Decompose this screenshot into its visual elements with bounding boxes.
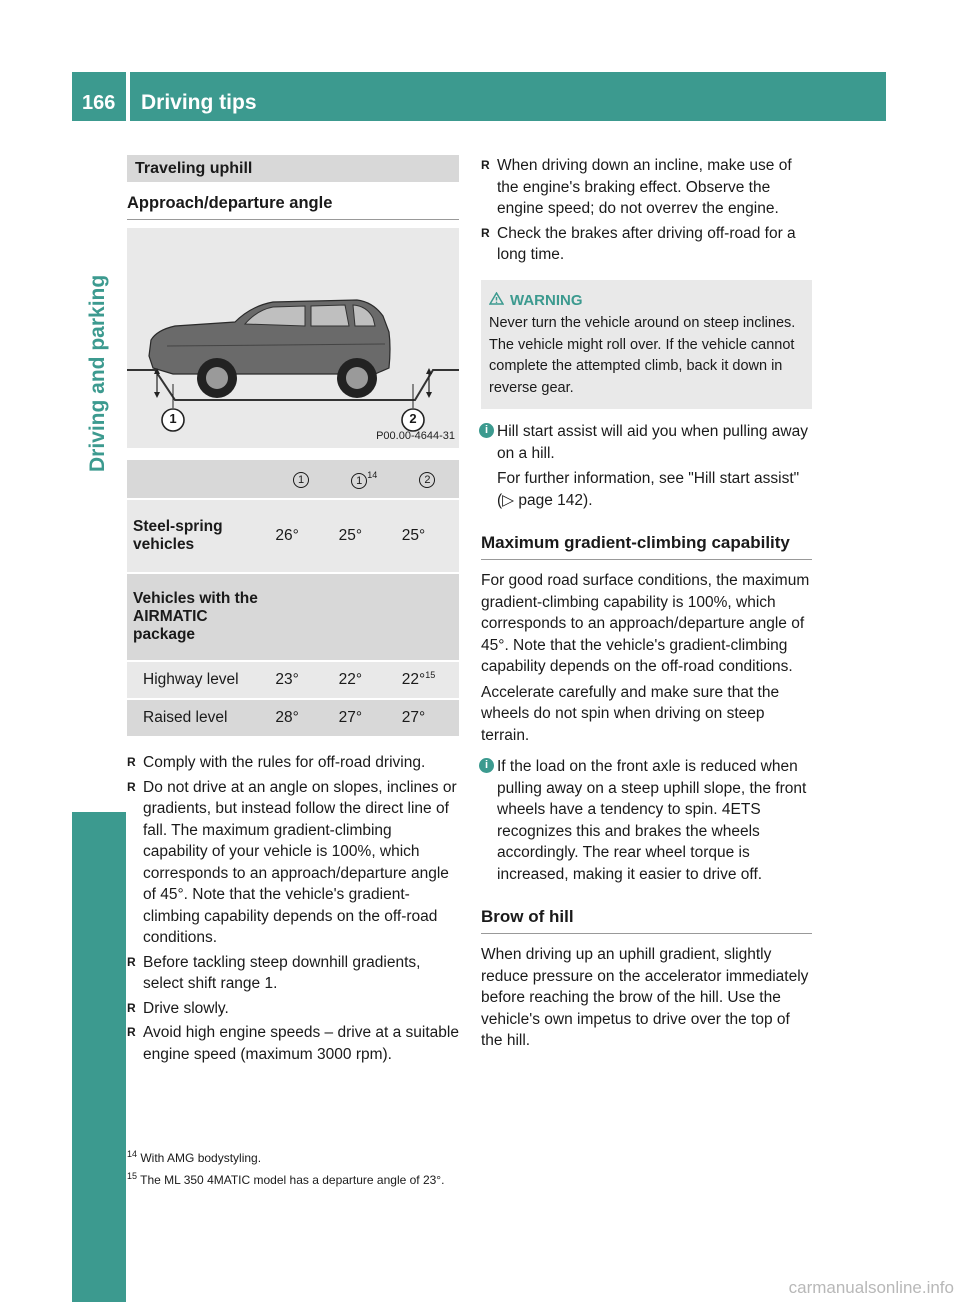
- right-column: [481, 155, 812, 1052]
- footnote: $^{14}$ With AMG bodystyling.: [127, 1149, 262, 1165]
- info-note-front-axle: [481, 756, 812, 885]
- watermark: carmanualsonline.info: [788, 1278, 954, 1297]
- footnote-ref-15: 15: [425, 670, 436, 681]
- paragraph: For good road surface conditions, the maximum gradient-climbing capability is 100%, which corresponds to an approach/departure angle of 45°. Note that the vehicle's gradient-climbing capability depends on the off-road conditions.: [481, 572, 810, 675]
- warning-box: [481, 280, 812, 410]
- table-row: [127, 662, 459, 698]
- table-cell: [333, 574, 396, 660]
- table-header-cell: 1: [269, 460, 332, 498]
- sidebar-tab-block: [72, 812, 126, 1302]
- table-cell: 27°: [333, 700, 396, 736]
- section-title: Traveling uphill: [127, 155, 459, 182]
- table-header-row: [127, 460, 459, 498]
- info-icon: i: [479, 758, 494, 773]
- subheading: Approach/departure angle: [127, 182, 459, 220]
- warning-triangle-icon: [489, 290, 504, 312]
- angle-table: [127, 460, 459, 736]
- info-text: Hill start assist will aid you when pulling away on a hill.: [497, 423, 808, 462]
- table-cell: 22°: [333, 662, 396, 698]
- info-text: If the load on the front axle is reduced when pulling away on a steep uphill slope, the front wheels have a tendency to spin. 4ETS recognizes this and brakes the wheels accordingly. The rear wheel torque is increased, making it easier to drive off.: [497, 758, 807, 883]
- list-item: R Do not drive at an angle on slopes, inclines or gradients, but instead follow the direct line of fall. The maximum gradient-climbing capability of your vehicle is 100%, which corresponds to an approach/departure angle of 45°. Note that the vehicle's gradient-climbing capability depends on the off-road conditions.: [127, 777, 459, 949]
- left-column: [127, 155, 459, 1068]
- heading-gradient: Maximum gradient-climbing capability: [481, 521, 812, 560]
- sidebar-label: [86, 275, 110, 472]
- table-cell: [269, 574, 332, 660]
- table-cell-name: Raised level: [127, 700, 269, 736]
- page-header: [72, 72, 886, 121]
- info-note-hill-start: [481, 421, 812, 511]
- table-row: [127, 574, 459, 660]
- vehicle-angle-figure: [127, 228, 459, 448]
- table-cell-name: Vehicles with the AIRMATIC package: [127, 574, 269, 660]
- footnote-ref-14: 14: [367, 469, 378, 480]
- paragraph: Accelerate carefully and make sure that the wheels do not spin when driving on steep terrain.: [481, 683, 780, 744]
- table-row: [127, 500, 459, 572]
- right-bullet-list: [481, 155, 812, 266]
- table-cell: 25°: [396, 500, 459, 572]
- warning-text: Never turn the vehicle around on steep inclines. The vehicle might roll over. If the vehicle cannot complete the attempted climb, back it down in reverse gear.: [489, 315, 796, 396]
- table-cell: 28°: [269, 700, 332, 736]
- table-header-cell: 2: [396, 460, 459, 498]
- table-cell: 26°: [269, 500, 332, 572]
- table-cell: 25°: [333, 500, 396, 572]
- table-cell-name: Highway level: [127, 662, 269, 698]
- table-header-cell: 1 $^{14}$: [333, 460, 396, 498]
- list-item: R Comply with the rules for off-road driving.: [127, 752, 459, 774]
- list-item: R Drive slowly.: [127, 998, 459, 1020]
- footnote: $^{15}$ The ML 350 4MATIC model has a departure angle of 23°.: [127, 1171, 445, 1187]
- info-text: For further information, see "Hill start assist" (▷ page 142).: [497, 470, 800, 509]
- list-item: R Avoid high engine speeds – drive at a suitable engine speed (maximum 3000 rpm).: [127, 1022, 459, 1065]
- table-header-cell: [127, 460, 269, 498]
- table-cell-name: Steel-spring vehicles: [127, 500, 269, 572]
- figure-marker-1: 1: [169, 411, 177, 426]
- list-item: R Before tackling steep downhill gradients, select shift range 1.: [127, 952, 459, 995]
- table-cell: [396, 574, 459, 660]
- table-cell: 23°: [269, 662, 332, 698]
- chapter-title: Driving tips: [141, 91, 257, 114]
- sidebar-label-text: Driving and parking: [86, 274, 109, 472]
- heading-brow-of-hill: Brow of hill: [481, 895, 812, 934]
- table-row: [127, 700, 459, 736]
- footnotes: [127, 1145, 827, 1189]
- paragraph: When driving up an uphill gradient, slightly reduce pressure on the accelerator immediately before reaching the brow of the hill. Use the vehicle's own impetus to drive over the top of the hill.: [481, 946, 809, 1049]
- header-separator: [126, 72, 130, 121]
- page-number: 166: [82, 92, 116, 114]
- table-cell: 22°$^{15}$: [396, 662, 459, 698]
- info-icon: i: [479, 423, 494, 438]
- list-item: R When driving down an incline, make use of the engine's braking effect. Observe the engine speed; do not overrev the engine.: [481, 155, 812, 220]
- table-cell: 27°: [396, 700, 459, 736]
- warning-title-row: [489, 290, 804, 312]
- warning-title: WARNING: [510, 291, 583, 309]
- left-bullet-list: [127, 752, 459, 1065]
- figure-code: P00.00-4644-31: [376, 430, 455, 442]
- figure-marker-2: 2: [409, 411, 417, 426]
- list-item: R Check the brakes after driving off-road for a long time.: [481, 223, 812, 266]
